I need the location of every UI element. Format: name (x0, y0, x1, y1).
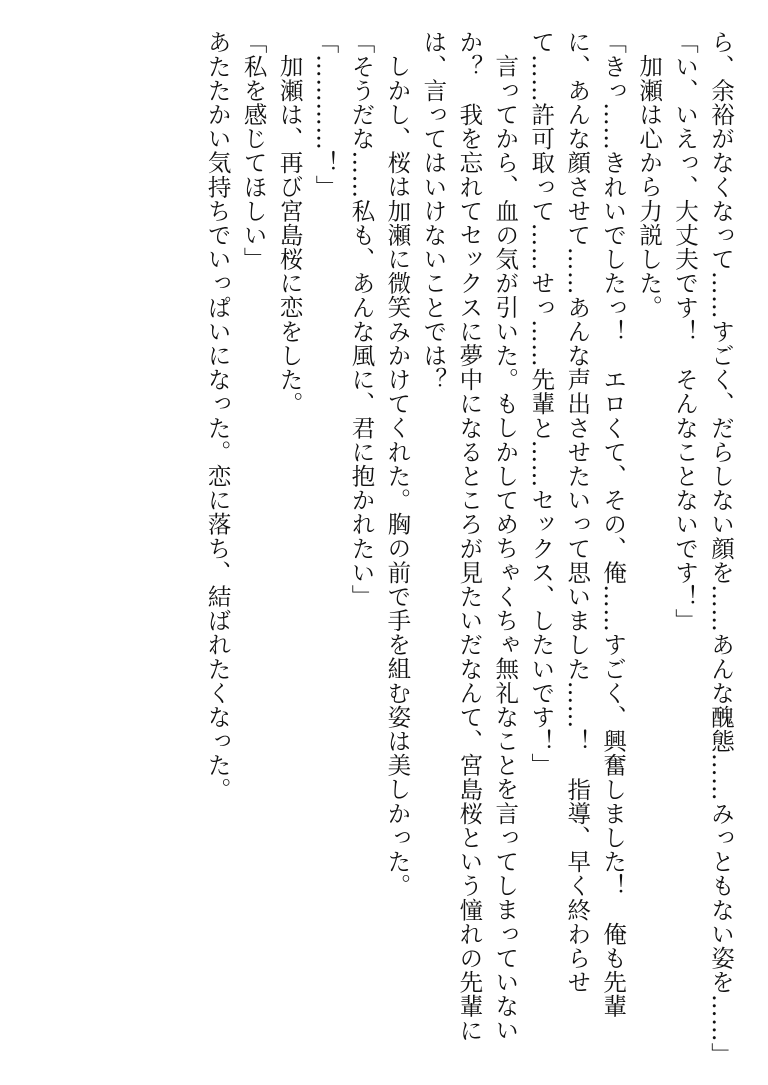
paragraph: 「私を感じてほしい」 (239, 30, 268, 271)
paragraph: 加瀬は心から力説した。 (635, 53, 664, 319)
paragraph: 言ってから、血の気が引いた。もしかしてめちゃくちゃ無礼なことを言ってしまっていないか？ 我を忘れてセックスに夢中になるところが見たいだなんて、宮島桜という憧れの先輩には、言ってはいけないことでは？ (419, 30, 520, 1043)
paragraph: 「…………！」 (311, 30, 340, 199)
paragraph: あたたかい気持ちでいっぱいになった。恋に落ち、結ばれたくなった。 (203, 30, 232, 802)
vertical-text-body (28, 30, 738, 1067)
paragraph: 「きっ……きれいでしたっ！ エロくて、その、俺……すごく、興奮しました！ 俺も先輩に、あんな顔させて……あんな声出させたいって思いました……！ 指導、早く終わらせて……許可取って……せっ……先輩と……セックス、したいです！」 (527, 30, 628, 1019)
paragraph: 「い、いえっ、大丈夫です！ そんなことないです！」 (671, 30, 700, 633)
paragraph: 加瀬は、再び宮島桜に恋をした。 (275, 53, 304, 415)
paragraph: しかし、桜は加瀬に微笑みかけてくれた。胸の前で手を組む姿は美しかった。 (383, 53, 412, 897)
paragraph: ら、余裕がなくなって……すごく、だらしない顔を……あんな醜態……みっともない姿を……」 (707, 30, 735, 1067)
paragraph: 「そうだな……私も、あんな風に、君に抱かれたい」 (347, 30, 376, 609)
